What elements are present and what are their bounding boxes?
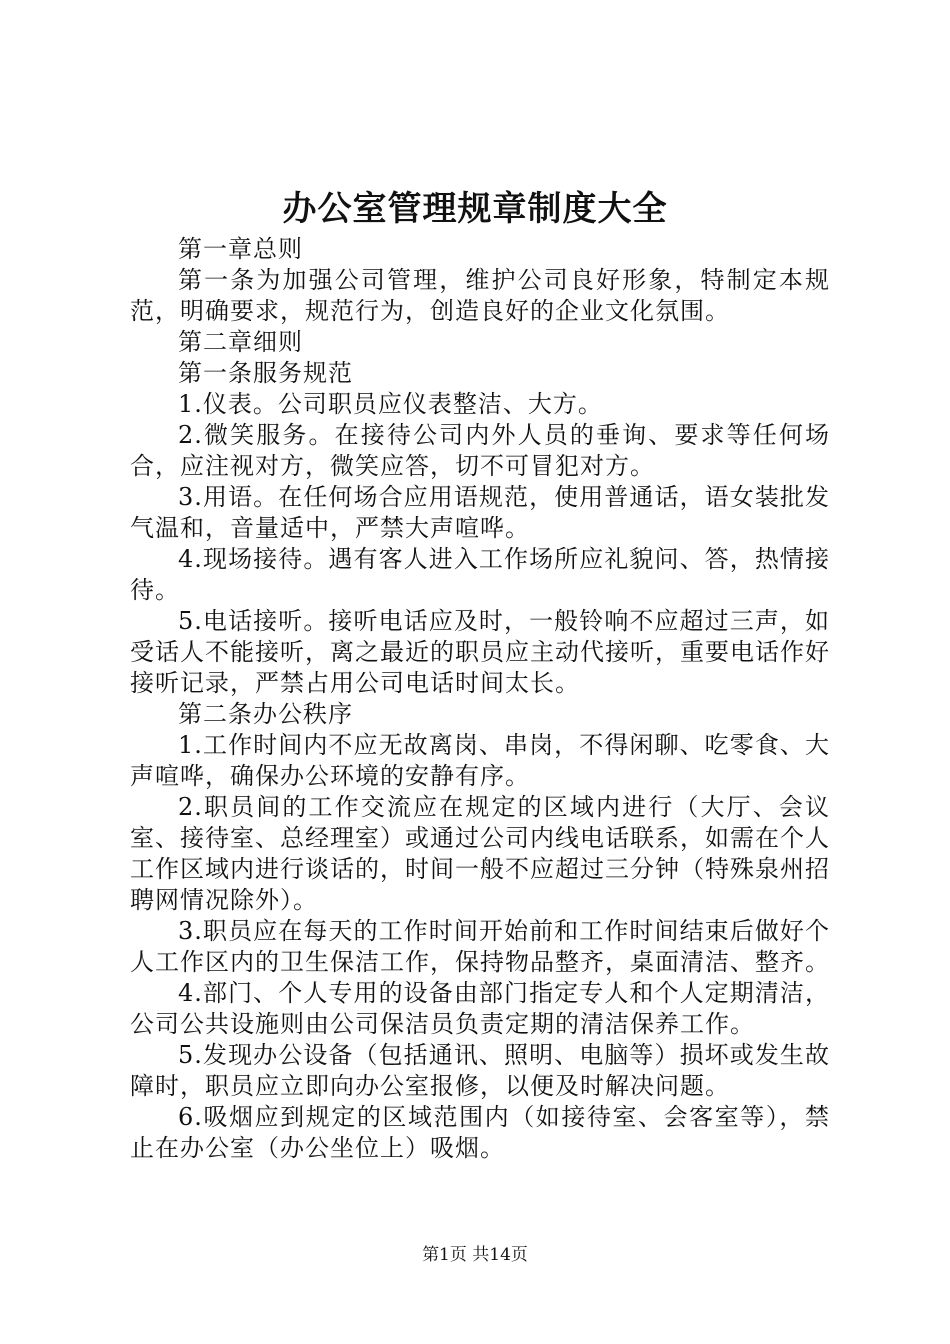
page-number-footer: 第1页 共14页	[422, 1245, 528, 1265]
paragraph-order-1: 1.工作时间内不应无故离岗、串岗，不得闲聊、吃零食、大声喧哗，确保办公环境的安静有序。	[130, 731, 830, 790]
document-body	[130, 234, 830, 1164]
paragraph-service-4: 4.现场接待。遇有客人进入工作场所应礼貌问、答，热情接待。	[130, 545, 830, 604]
paragraph-chapter-1-heading: 第一章总则	[178, 235, 303, 263]
paragraph-chapter-2-heading: 第二章细则	[178, 328, 303, 356]
paragraph-order-5: 5.发现办公设备（包括通讯、照明、电脑等）损坏或发生故障时，职员应立即向办公室报修，以便及时解决问题。	[130, 1041, 830, 1100]
paragraph-service-1: 1.仪表。公司职员应仪表整洁、大方。	[178, 390, 603, 418]
paragraph-service-3: 3.用语。在任何场合应用语规范，使用普通话，语女装批发气温和，音量适中，严禁大声喧哗。	[130, 483, 830, 542]
paragraph-order-6: 6.吸烟应到规定的区域范围内（如接待室、会客室等），禁止在办公室（办公坐位上）吸烟。	[130, 1103, 830, 1162]
paragraph-article-1-purpose: 第一条为加强公司管理，维护公司良好形象，特制定本规范，明确要求，规范行为，创造良好的企业文化氛围。	[130, 266, 830, 325]
paragraph-service-5: 5.电话接听。接听电话应及时，一般铃响不应超过三声，如受话人不能接听，离之最近的职员应主动代接听，重要电话作好接听记录，严禁占用公司电话时间太长。	[130, 607, 830, 697]
document-title: 办公室管理规章制度大全	[282, 189, 668, 229]
paragraph-order-3: 3.职员应在每天的工作时间开始前和工作时间结束后做好个人工作区内的卫生保洁工作，保持物品整齐，桌面清洁、整齐。	[130, 917, 830, 976]
paragraph-order-2: 2.职员间的工作交流应在规定的区域内进行（大厅、会议室、接待室、总经理室）或通过公司内线电话联系，如需在个人工作区域内进行谈话的，时间一般不应超过三分钟（特殊泉州招聘网情况除外）。	[130, 793, 830, 914]
paragraph-order-heading: 第二条办公秩序	[178, 700, 353, 728]
paragraph-order-4: 4.部门、个人专用的设备由部门指定专人和个人定期清洁，公司公共设施则由公司保洁员负责定期的清洁保养工作。	[130, 979, 830, 1038]
paragraph-service-heading: 第一条服务规范	[178, 359, 353, 387]
paragraph-service-2: 2.微笑服务。在接待公司内外人员的垂询、要求等任何场合，应注视对方，微笑应答，切不可冒犯对方。	[130, 421, 830, 480]
